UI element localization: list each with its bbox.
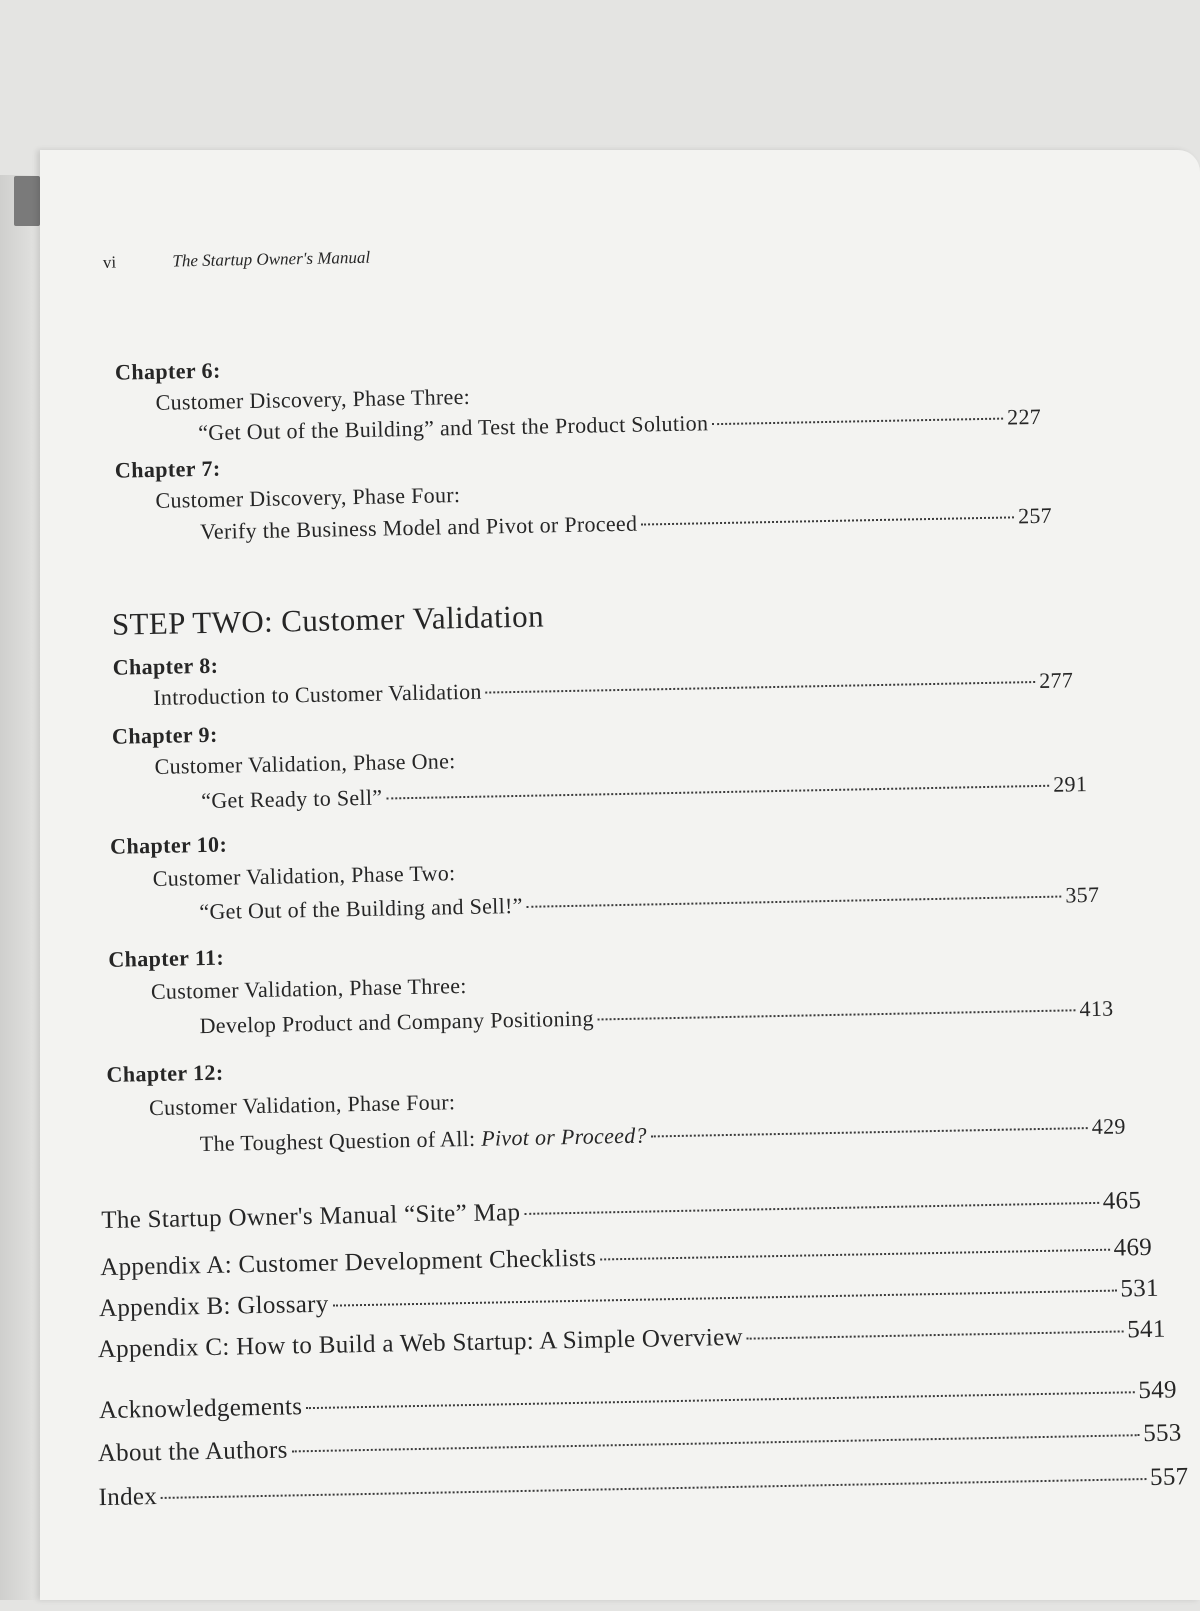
entry-title: “Get Ready to Sell”	[201, 784, 383, 814]
dot-leader	[524, 1202, 1099, 1215]
dot-leader	[486, 681, 1036, 694]
entry-title: Appendix A: Customer Development Checklists	[99, 1244, 597, 1282]
toc-entry-acknowledgements[interactable]	[99, 1376, 1177, 1425]
chapter-11-label: Chapter 11:	[108, 944, 225, 972]
chapter-6-subtitle: Customer Discovery, Phase Three:	[155, 383, 471, 415]
section-heading-step-two: STEP TWO: Customer Validation	[111, 598, 545, 642]
chapter-9-subtitle: Customer Validation, Phase One:	[154, 748, 456, 779]
entry-title: Appendix B: Glossary	[98, 1290, 329, 1323]
table-of-contents	[29, 139, 1189, 1512]
toc-entry-appendix-a[interactable]	[100, 1234, 1152, 1282]
dot-leader	[600, 1249, 1109, 1261]
entry-page: 549	[1138, 1376, 1178, 1405]
book-page	[40, 150, 1200, 1600]
entry-page: 557	[1149, 1463, 1189, 1491]
dot-leader	[651, 1127, 1088, 1137]
running-header	[103, 248, 371, 273]
dot-leader	[641, 516, 1014, 525]
entry-title: Develop Product and Company Positioning	[199, 1005, 594, 1039]
entry-page: 465	[1102, 1187, 1142, 1215]
entry-title	[200, 1123, 647, 1158]
entry-page: 257	[1017, 502, 1053, 529]
dot-leader	[161, 1478, 1146, 1499]
entry-page: 277	[1038, 667, 1074, 693]
toc-entry-chapter-11[interactable]	[199, 996, 1113, 1040]
entry-title: “Get Out of the Building” and Test the Product Solution	[197, 410, 709, 446]
entry-title: “Get Out of the Building and Sell!”	[199, 892, 523, 925]
entry-title: The Startup Owner's Manual “Site” Map	[101, 1199, 521, 1235]
entry-page: 413	[1079, 995, 1114, 1022]
dot-leader	[527, 896, 1062, 908]
dot-leader	[306, 1391, 1134, 1409]
page-number: vi	[102, 252, 117, 272]
chapter-12-subtitle: Customer Validation, Phase Four:	[148, 1089, 456, 1121]
entry-page: 553	[1142, 1419, 1182, 1448]
entry-page: 531	[1120, 1274, 1160, 1303]
dot-leader	[386, 785, 1049, 800]
chapter-9-label: Chapter 9:	[111, 721, 218, 749]
chapter-12-label: Chapter 12:	[106, 1059, 224, 1087]
chapter-8-label: Chapter 8:	[112, 652, 219, 680]
dot-leader	[747, 1330, 1123, 1339]
page-content	[29, 139, 1200, 1611]
toc-entry-site-map[interactable]	[101, 1187, 1141, 1235]
entry-title: Index	[98, 1483, 158, 1512]
toc-entry-appendix-b[interactable]	[99, 1275, 1159, 1323]
dot-leader	[598, 1009, 1076, 1020]
chapter-10-label: Chapter 10:	[109, 831, 228, 859]
book-title: The Startup Owner's Manual	[172, 247, 371, 271]
entry-page: 429	[1091, 1113, 1126, 1140]
chapter-7-subtitle: Customer Discovery, Phase Four:	[155, 482, 461, 513]
toc-entry-appendix-c[interactable]	[98, 1316, 1166, 1364]
entry-title: Verify the Business Model and Pivot or Proceed	[199, 510, 638, 545]
toc-entry-chapter-8[interactable]	[153, 667, 1073, 711]
chapter-11-subtitle: Customer Validation, Phase Three:	[150, 972, 467, 1005]
toc-entry-about-the-authors[interactable]	[98, 1419, 1182, 1468]
entry-title: About the Authors	[97, 1436, 288, 1468]
dot-leader	[333, 1290, 1117, 1307]
entry-page: 469	[1113, 1233, 1153, 1262]
toc-entry-chapter-9[interactable]	[201, 771, 1087, 814]
entry-page: 357	[1065, 881, 1100, 908]
entry-page: 291	[1052, 771, 1088, 797]
entry-title: Acknowledgements	[98, 1393, 303, 1425]
entry-page: 227	[1006, 403, 1042, 430]
entry-title: Introduction to Customer Validation	[153, 678, 482, 710]
toc-entry-chapter-12[interactable]	[200, 1113, 1126, 1157]
entry-title-prefix: The Toughest Question of All:	[199, 1125, 482, 1157]
dot-leader	[712, 418, 1003, 426]
chapter-6-label: Chapter 6:	[114, 357, 221, 385]
entry-page: 541	[1126, 1315, 1166, 1344]
entry-title-emphasis: Pivot or Proceed?	[480, 1122, 648, 1151]
chapter-7-label: Chapter 7:	[114, 455, 221, 483]
toc-entry-index[interactable]	[98, 1463, 1188, 1512]
entry-title: Appendix C: How to Build a Web Startup: A Simple Overview	[97, 1323, 744, 1364]
chapter-10-subtitle: Customer Validation, Phase Two:	[152, 860, 456, 891]
dot-leader	[292, 1434, 1140, 1452]
